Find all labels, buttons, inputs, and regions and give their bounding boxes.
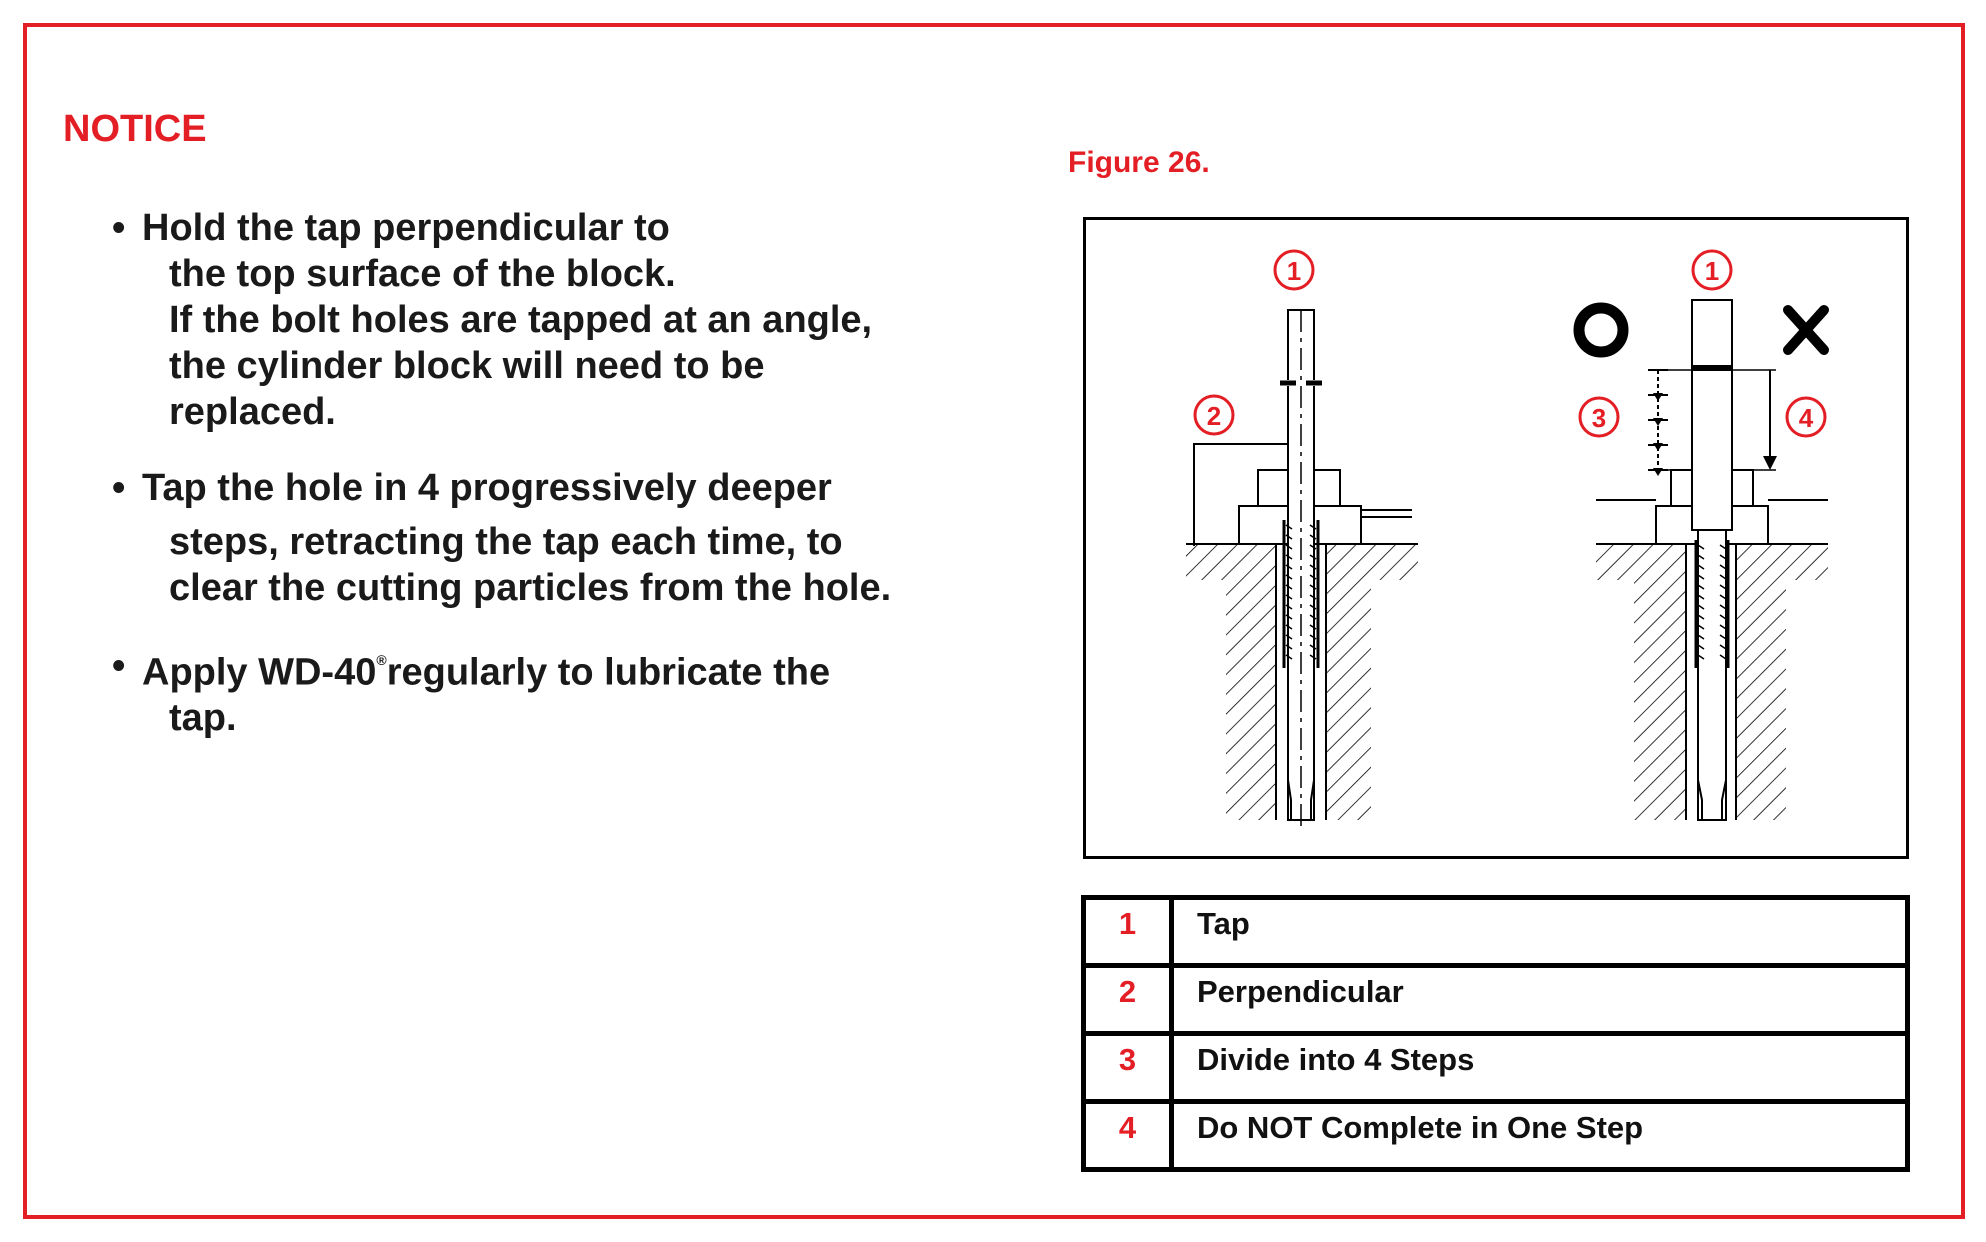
callout-label: 1 <box>1286 256 1302 286</box>
legend-number: 3 <box>1084 1034 1172 1102</box>
legend-description: Do NOT Complete in One Step <box>1172 1102 1908 1170</box>
figure-caption: Figure 26. <box>1068 146 1210 179</box>
legend-row <box>1084 898 1908 966</box>
bullet-dot: • <box>112 645 126 687</box>
legend-number: 1 <box>1084 898 1172 966</box>
instruction-text: regularly to lubricate the <box>386 651 831 694</box>
tapping-diagram <box>1083 217 1909 859</box>
callout-label: 4 <box>1798 403 1814 433</box>
instruction-line: steps, retracting the tap each time, to <box>169 521 843 563</box>
one-step-dimension <box>1732 370 1777 470</box>
instruction-line: clear the cutting particles from the hole. <box>169 567 892 609</box>
bullet-dot: • <box>112 467 126 509</box>
tap-shaft <box>1692 300 1732 530</box>
callout-label: 1 <box>1704 256 1720 286</box>
instruction-line <box>142 643 830 696</box>
instruction-line: Hold the tap perpendicular to <box>142 207 670 249</box>
instruction-line: the top surface of the block. <box>169 253 676 295</box>
callout-4 <box>1787 398 1825 436</box>
instruction-line: replaced. <box>169 391 336 433</box>
callout-2 <box>1195 396 1233 434</box>
tapping-diagram-svg <box>1086 220 1912 862</box>
callout-label: 2 <box>1206 401 1222 431</box>
notice-heading: NOTICE <box>63 108 207 150</box>
left-illustration <box>1186 251 1418 830</box>
callout-3 <box>1580 398 1618 436</box>
instruction-line: Tap the hole in 4 progressively deeper <box>142 467 832 509</box>
instruction-line: tap. <box>169 697 237 739</box>
legend-row <box>1084 966 1908 1034</box>
legend-row <box>1084 1102 1908 1170</box>
callout-1-left <box>1275 251 1313 289</box>
legend-description: Divide into 4 Steps <box>1172 1034 1908 1102</box>
legend-table <box>1081 895 1910 1172</box>
correct-mark-icon <box>1579 308 1623 352</box>
legend-row <box>1084 1034 1908 1102</box>
instruction-line: If the bolt holes are tapped at an angle, <box>169 299 873 341</box>
product-name: Apply WD-40 <box>142 651 377 694</box>
legend-description: Tap <box>1172 898 1908 966</box>
incorrect-mark-icon <box>1788 310 1824 350</box>
legend-number: 4 <box>1084 1102 1172 1170</box>
callout-1-right <box>1693 251 1731 289</box>
instruction-line: the cylinder block will need to be <box>169 345 765 387</box>
bullet-dot: • <box>112 207 126 249</box>
legend-description: Perpendicular <box>1172 966 1908 1034</box>
right-illustration <box>1579 251 1828 824</box>
legend-number: 2 <box>1084 966 1172 1034</box>
four-step-dimension <box>1648 370 1692 476</box>
callout-label: 3 <box>1591 403 1607 433</box>
registered-mark: ® <box>376 652 387 668</box>
